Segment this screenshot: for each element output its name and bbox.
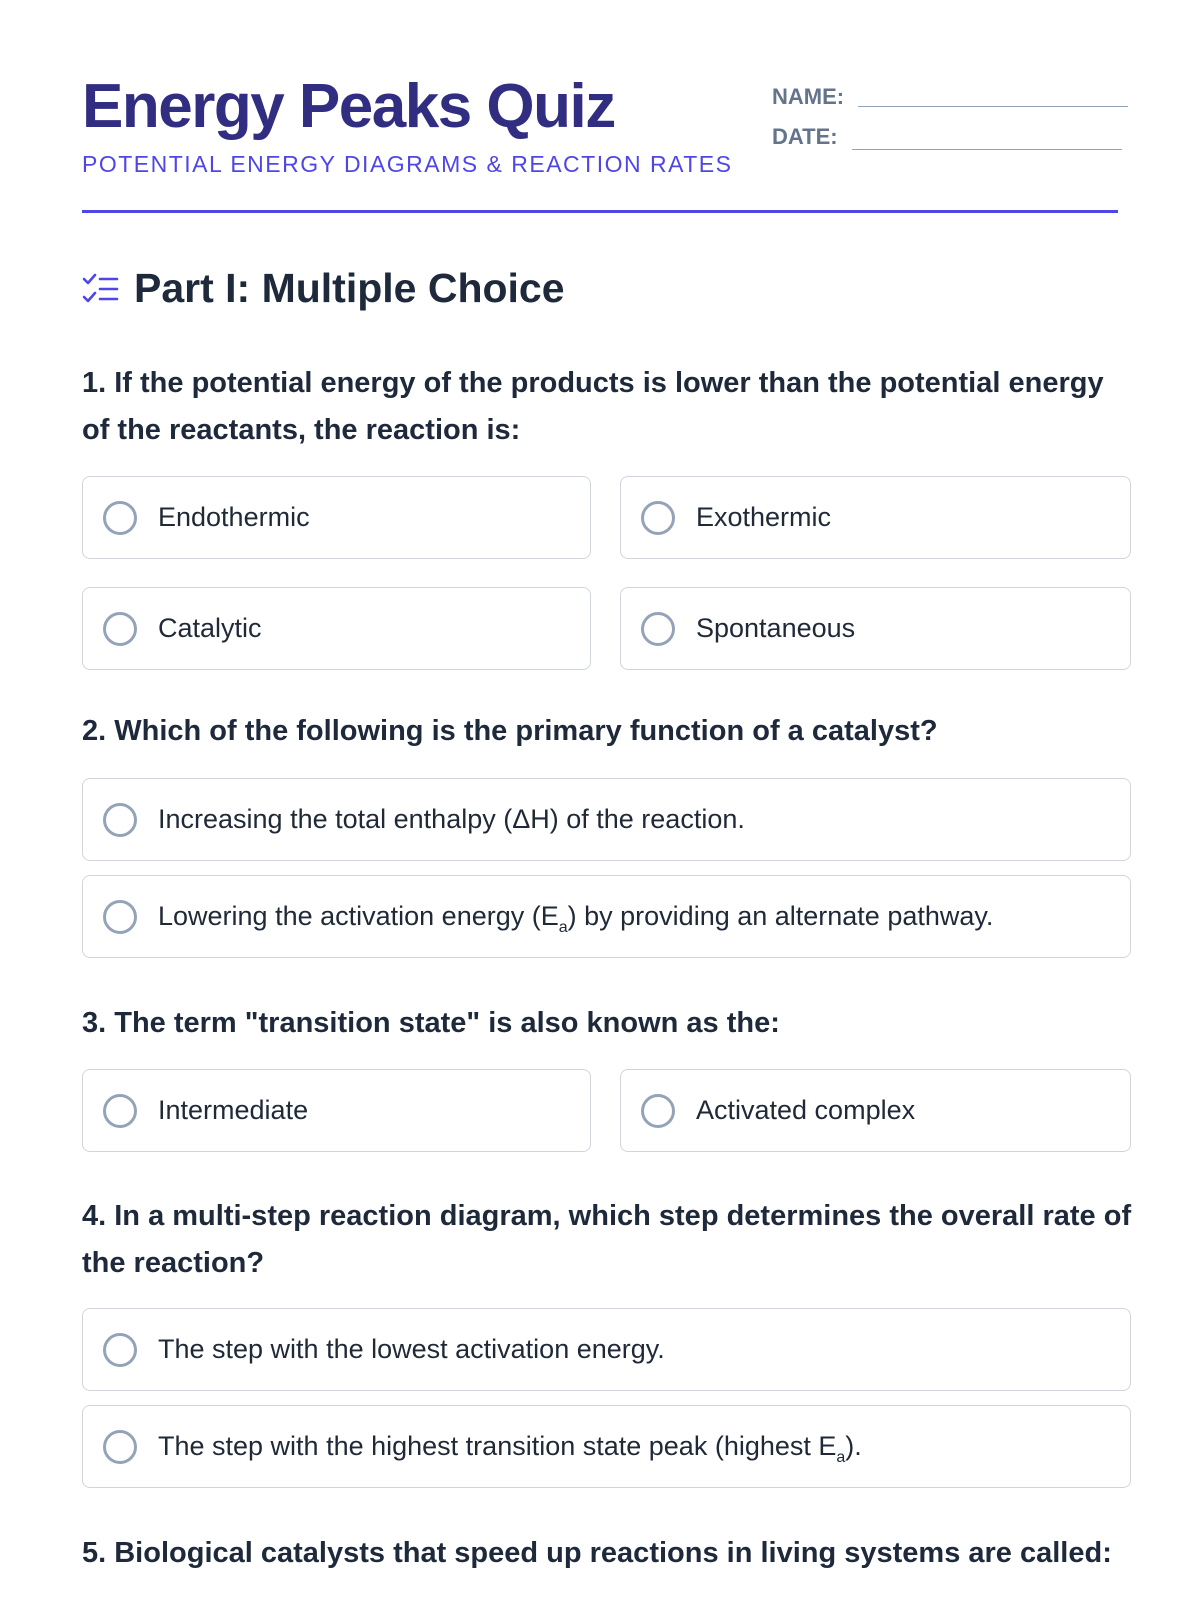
question-2: 2. Which of the following is the primary function of a catalyst? (82, 715, 938, 747)
date-field[interactable] (772, 126, 1122, 148)
radio-button[interactable] (103, 612, 137, 646)
q3-option-b[interactable] (620, 1069, 1131, 1152)
name-label: NAME: (772, 84, 845, 109)
radio-button[interactable] (103, 1430, 137, 1464)
option-label: Exothermic (696, 502, 832, 532)
question-3: 3. The term "transition state" is also known as the: (82, 1007, 780, 1039)
name-line[interactable] (858, 106, 1128, 107)
q4-option-b[interactable] (82, 1405, 1131, 1488)
q1-option-d[interactable] (620, 587, 1131, 670)
q1-option-c[interactable] (82, 587, 591, 670)
radio-button[interactable] (103, 803, 137, 837)
radio-button[interactable] (641, 612, 675, 646)
option-label: Endothermic (158, 502, 310, 532)
page-title: Energy Peaks Quiz (82, 72, 615, 141)
q2-option-b[interactable] (82, 875, 1131, 958)
radio-button[interactable] (103, 1333, 137, 1367)
radio-button[interactable] (103, 501, 137, 535)
option-label: Intermediate (158, 1095, 309, 1125)
option-label: Catalytic (158, 613, 262, 643)
quiz-header (82, 0, 1118, 213)
radio-button[interactable] (641, 1094, 675, 1128)
name-field[interactable] (772, 86, 1128, 108)
question-5: 5. Biological catalysts that speed up reactions in living systems are called: (82, 1537, 1112, 1569)
option-label: Spontaneous (696, 613, 856, 643)
section-title: Part I: Multiple Choice (134, 265, 565, 311)
q1-option-a[interactable] (82, 476, 591, 559)
radio-button[interactable] (103, 900, 137, 934)
date-label: DATE: (772, 124, 838, 149)
checklist-icon (82, 272, 120, 306)
option-label: Increasing the total enthalpy (ΔH) of the reaction. (158, 804, 745, 834)
q4-option-a[interactable] (82, 1308, 1131, 1391)
q2-option-a[interactable] (82, 778, 1131, 861)
option-label: Activated complex (696, 1095, 916, 1125)
question-4: 4. In a multi-step reaction diagram, which step determines the overall rate of the reaction? (82, 1200, 1132, 1279)
section-heading (82, 265, 565, 311)
q3-option-a[interactable] (82, 1069, 591, 1152)
radio-button[interactable] (103, 1094, 137, 1128)
option-label: The step with the highest transition state peak (highest $E_a$). (158, 1431, 862, 1466)
radio-button[interactable] (641, 501, 675, 535)
option-label: The step with the lowest activation energy. (158, 1334, 665, 1364)
question-1: 1. If the potential energy of the products is lower than the potential energy of the reactants, the reaction is: (82, 367, 1104, 446)
q1-option-b[interactable] (620, 476, 1131, 559)
date-line[interactable] (852, 149, 1122, 150)
page-subtitle: POTENTIAL ENERGY DIAGRAMS & REACTION RATES (82, 151, 733, 177)
option-label: Lowering the activation energy $(E_a)$ by providing an alternate pathway. (158, 901, 994, 936)
